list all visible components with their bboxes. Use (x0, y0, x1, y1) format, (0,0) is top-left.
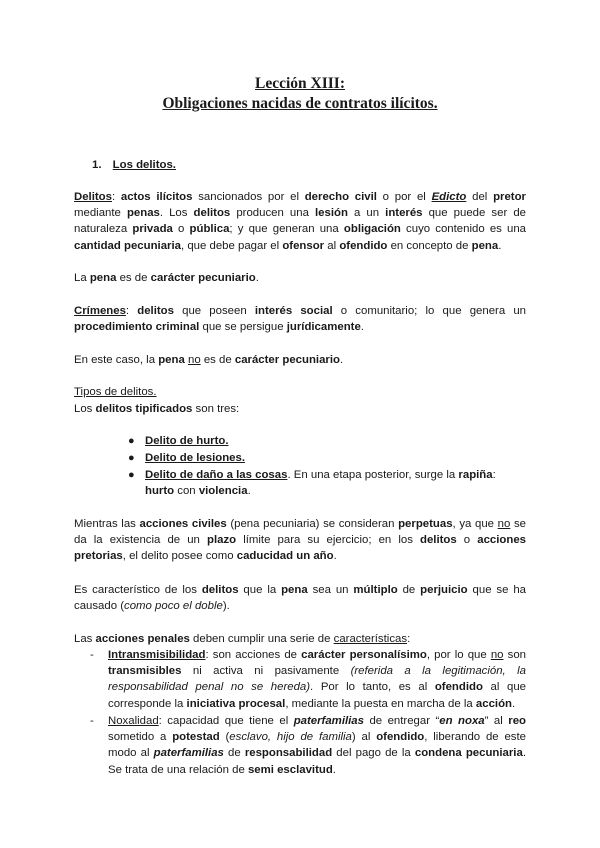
tipos-intro: Los delitos tipificados son tres: (74, 403, 240, 415)
paragraph-acciones-penales: Las acciones penales deben cumplir una serie de características: (74, 633, 411, 645)
section-number: 1. (92, 159, 102, 171)
paragraph-este-caso: En este caso, la pena no es de carácter pecuniario. (74, 354, 344, 366)
list-item-noxalidad: Noxalidad: capacidad que tiene el paterfamilias de entregar “en noxa” al reo sometido a potestad (esclavo, hijo de familia) al ofendido, liberando de este modo al paterfamilias de responsabilidad del pago de la condena pecuniaria. Se trata de una relación de semi esclavitud. (108, 715, 526, 776)
tipos-de-delitos-heading: Tipos de delitos. (74, 386, 157, 398)
list-item: Delito de daño a las cosas. En una etapa posterior, surge la rapiña: hurto con violencia. (145, 469, 496, 498)
paragraph-pena: La pena es de carácter pecuniario. (74, 272, 259, 284)
paragraph-acciones-civiles: Mientras las acciones civiles (pena pecuniaria) se consideran perpetuas, ya que no se da la existencia de un plazo límite para su ejercicio; en los delitos o acciones pretorias, el delito posee como caducidad un año. (74, 518, 527, 563)
dash-bullet: - (90, 715, 94, 727)
list-item: Delito de hurto. (145, 435, 229, 447)
paragraph-caracteristico: Es característico de los delitos que la pena sea un múltiplo de perjuicio que se ha causado (como poco el doble). (74, 584, 527, 613)
paragraph-crimenes: Crímenes: delitos que poseen interés social o comunitario; lo que genera un procedimiento criminal que se persigue jurídicamente. (74, 305, 526, 334)
bullet-icon: ● (128, 452, 135, 464)
paragraph-delitos: Delitos: actos ilícitos sancionados por el derecho civil o por el Edicto del pretor mediante penas. Los delitos producen una lesión a un interés que puede ser de naturaleza privada o pública; y que generan una obligación cuyo contenido es una cantidad pecuniaria, que debe pagar el ofensor al ofendido en concepto de pena. (74, 191, 527, 252)
section-label: Los delitos. (112, 159, 176, 171)
lesson-number-title: Lección XIII: (255, 75, 345, 92)
list-item: Delito de lesiones. (145, 452, 246, 464)
bullet-icon: ● (128, 469, 135, 481)
bullet-icon: ● (128, 435, 135, 447)
dash-bullet: - (90, 649, 94, 661)
section-heading (92, 157, 176, 173)
lesson-subject-title: Obligaciones nacidas de contratos ilícitos. (162, 95, 438, 112)
list-item-intransmisibilidad: Intransmisibilidad: son acciones de carácter personalísimo, por lo que no son transmisibles ni activa ni pasivamente (referida a la legitimación, la responsabilidad penal no se hereda). Por lo tanto, es al ofendido al que corresponde la iniciativa procesal, mediante la puesta en marcha de la acción. (108, 649, 527, 710)
